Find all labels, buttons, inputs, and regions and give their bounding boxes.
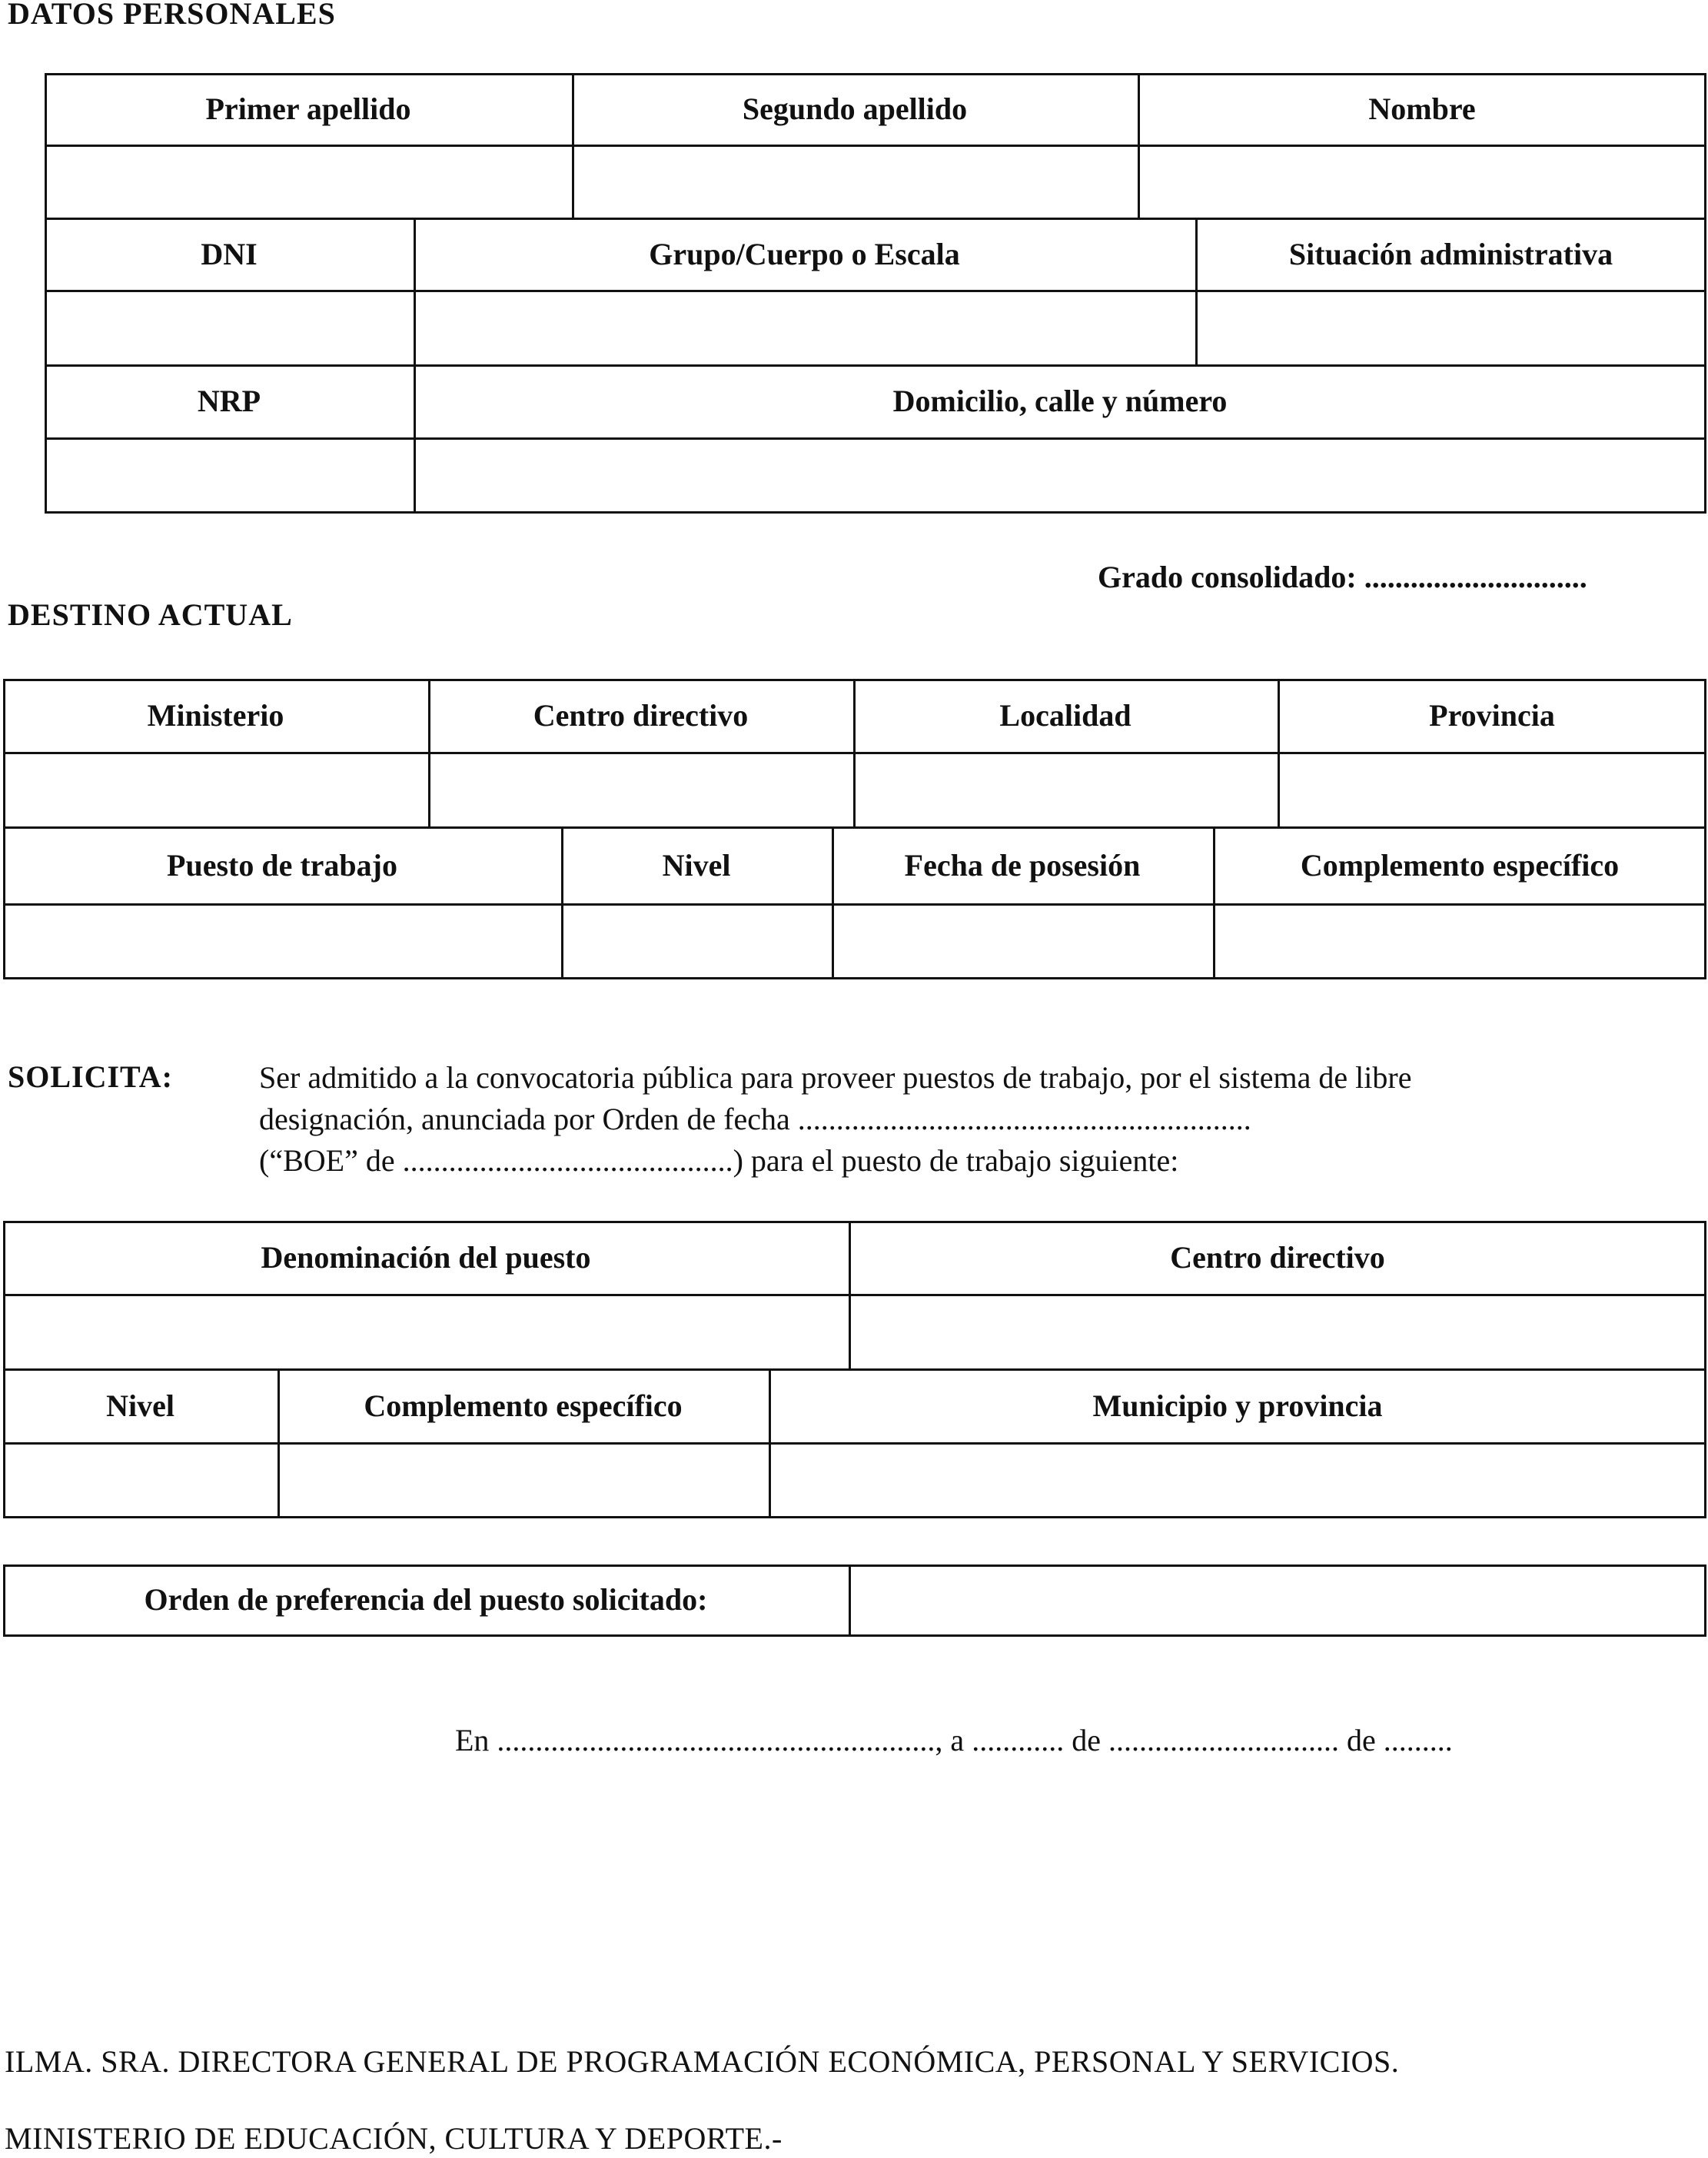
header-provincia: Provincia [1429, 698, 1555, 733]
field-localidad[interactable] [856, 754, 1276, 825]
solicita-line-2: designación, anunciada por Orden de fecha ........................................................... [259, 1102, 1251, 1136]
header-localidad: Localidad [999, 698, 1131, 733]
header-centro-directivo: Centro directivo [533, 698, 749, 733]
header-complemento-puesto: Complemento específico [364, 1388, 683, 1423]
field-ministerio[interactable] [5, 754, 427, 825]
field-grupo-cuerpo[interactable] [416, 292, 1194, 363]
solicita-label: SOLICITA: [8, 1059, 173, 1094]
header-situacion-administrativa: Situación administrativa [1288, 236, 1613, 271]
field-orden-preferencia[interactable] [851, 1567, 1703, 1633]
header-fecha-posesion: Fecha de posesión [904, 847, 1141, 883]
table-border [3, 977, 1706, 979]
field-denominacion-puesto[interactable] [5, 1296, 847, 1367]
header-primer-apellido: Primer apellido [205, 91, 411, 126]
field-provincia[interactable] [1280, 754, 1703, 825]
field-puesto-de-trabajo[interactable] [5, 906, 560, 976]
header-dni: DNI [201, 236, 258, 271]
field-fecha-posesion[interactable] [834, 906, 1211, 976]
field-municipio-provincia[interactable] [771, 1445, 1703, 1515]
header-nrp: NRP [197, 384, 261, 418]
field-domicilio[interactable] [416, 440, 1703, 510]
header-centro-directivo-puesto: Centro directivo [1170, 1240, 1385, 1275]
header-complemento-especifico: Complemento específico [1300, 847, 1620, 883]
header-municipio-provincia: Municipio y provincia [1092, 1388, 1383, 1423]
header-grupo-cuerpo: Grupo/Cuerpo o Escala [649, 236, 960, 271]
grado-consolidado: Grado consolidado: ............................. [1098, 560, 1587, 594]
field-dni[interactable] [47, 292, 412, 363]
field-nrp[interactable] [47, 440, 412, 510]
solicita-line-3: (“BOE” de ...........................................) para el puesto de trabajo siguiente: [259, 1143, 1179, 1178]
lugar-fecha-line: En ........................................................., a ............ de .............................. de ......... [455, 1723, 1453, 1757]
field-situacion-administrativa[interactable] [1198, 292, 1703, 363]
table-border [3, 1634, 1706, 1637]
section-title-destino-actual: DESTINO ACTUAL [8, 597, 293, 632]
header-orden-preferencia: Orden de preferencia del puesto solicitado: [144, 1582, 708, 1617]
header-ministerio: Ministerio [147, 698, 284, 733]
field-nombre[interactable] [1140, 147, 1703, 216]
header-segundo-apellido: Segundo apellido [742, 91, 968, 126]
table-border [1704, 1564, 1706, 1637]
table-border [45, 511, 1706, 514]
solicita-text [259, 1057, 1660, 1182]
field-nivel[interactable] [563, 906, 830, 976]
header-puesto-de-trabajo: Puesto de trabajo [167, 847, 397, 883]
header-nombre: Nombre [1368, 91, 1476, 126]
table-border [3, 1516, 1706, 1518]
field-complemento-especifico[interactable] [1215, 906, 1703, 976]
header-nivel: Nivel [662, 847, 731, 883]
destinatario-line-2: MINISTERIO DE EDUCACIÓN, CULTURA Y DEPORTE.- [5, 2121, 783, 2156]
field-complemento-puesto[interactable] [280, 1445, 767, 1515]
field-segundo-apellido[interactable] [574, 147, 1136, 216]
header-nivel-puesto: Nivel [106, 1388, 174, 1423]
destinatario-line-1: ILMA. SRA. DIRECTORA GENERAL DE PROGRAMACIÓN ECONÓMICA, PERSONAL Y SERVICIOS. [5, 2044, 1400, 2079]
solicita-line-1: Ser admitido a la convocatoria pública para proveer puestos de trabajo, por el sistema de libre [259, 1060, 1412, 1095]
field-primer-apellido[interactable] [47, 147, 570, 216]
field-nivel-puesto[interactable] [5, 1445, 276, 1515]
header-denominacion-puesto: Denominación del puesto [261, 1240, 591, 1275]
header-domicilio: Domicilio, calle y número [892, 384, 1228, 418]
field-centro-directivo-puesto[interactable] [851, 1296, 1703, 1367]
section-title-datos-personales: DATOS PERSONALES [8, 0, 336, 31]
field-centro-directivo[interactable] [430, 754, 852, 825]
